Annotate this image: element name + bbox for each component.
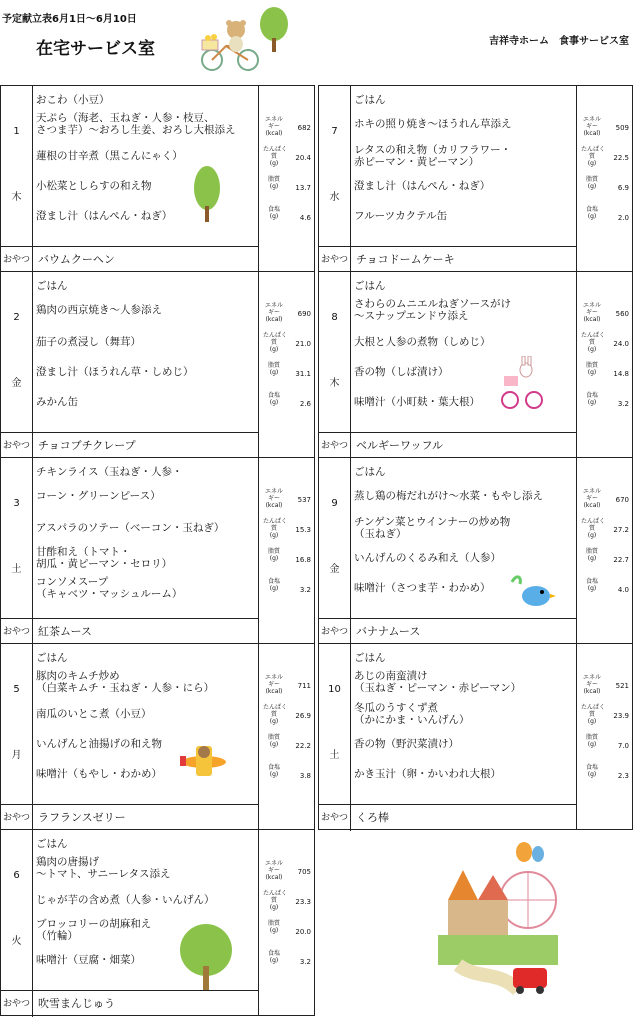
nutrition-column	[258, 830, 315, 1015]
menu-item: コーン・グリーンピース）	[36, 490, 161, 502]
nutrition-value-salt: 2.6	[299, 400, 311, 408]
weekday: 水	[329, 192, 340, 203]
snack-name: チョコブチクレープ	[38, 439, 136, 452]
menu-item: 甘酢和え（トマト・ 胡瓜・黄ピーマン・セロリ）	[36, 546, 173, 570]
tree-icon	[258, 6, 290, 54]
nutrition-value-energy: 521	[615, 682, 629, 690]
menu-item: おこわ（小豆）	[36, 94, 110, 106]
day-block	[318, 85, 633, 272]
menu-item: 味噌汁（さつま芋・わかめ）	[354, 582, 491, 594]
nutrition-value-protein: 15.3	[295, 526, 311, 534]
nutrition-label-energy: エネル ギー (kcal)	[264, 302, 283, 323]
snack-name: くろ棒	[356, 811, 389, 824]
nutrition-column	[258, 458, 315, 643]
day-column	[319, 458, 351, 618]
organization-name: 吉祥寺ホーム 食事サービス室	[489, 36, 629, 47]
menu-item: チキンライス（玉ねぎ・人参・	[36, 466, 183, 478]
menu-item: 味噌汁（小町麸・葉大根）	[354, 396, 480, 408]
nutrition-label-salt: 食塩 (g)	[267, 950, 280, 964]
menu-list	[33, 86, 258, 246]
amusement-park-icon	[418, 840, 578, 1005]
day-column	[1, 458, 33, 618]
menu-item: 大根と人参の煮物（しめじ）	[354, 336, 491, 348]
day-number: 2	[13, 312, 20, 323]
menu-item: 澄まし汁（はんぺん・ねぎ）	[36, 210, 173, 222]
snack-label: おやつ	[319, 433, 351, 459]
menu-item: 味噌汁（もやし・わかめ）	[36, 768, 162, 780]
nutrition-value-protein: 23.3	[295, 898, 311, 906]
nutrition-label-fat: 脂質 (g)	[585, 734, 598, 748]
nutrition-label-fat: 脂質 (g)	[267, 920, 280, 934]
menu-item: ごはん	[354, 652, 386, 664]
airplane-icon	[178, 738, 230, 782]
tree-icon	[176, 922, 236, 996]
nutrition-label-energy: エネル ギー (kcal)	[264, 116, 283, 137]
menu-item: 南瓜のいとこ煮（小豆）	[36, 708, 152, 720]
nutrition-label-salt: 食塩 (g)	[585, 206, 598, 220]
day-column	[319, 644, 351, 804]
snack-label: おやつ	[319, 805, 351, 831]
nutrition-label-protein: たんぱく 質 (g)	[581, 146, 606, 167]
day-block	[0, 829, 315, 1016]
nutrition-label-energy: エネル ギー (kcal)	[582, 116, 601, 137]
bear-bicycle-icon	[196, 16, 266, 72]
day-number: 7	[331, 126, 338, 137]
menu-item: 香の物（しば漬け）	[354, 366, 449, 378]
nutrition-label-salt: 食塩 (g)	[585, 392, 598, 406]
nutrition-value-energy: 560	[615, 310, 629, 318]
menu-item: ごはん	[36, 280, 68, 292]
snack-row	[1, 432, 258, 459]
tree-icon	[192, 166, 222, 226]
menu-item: ごはん	[36, 838, 68, 850]
day-number: 3	[13, 498, 20, 509]
snack-row	[319, 618, 576, 645]
bird-icon	[508, 572, 556, 616]
day-column	[1, 644, 33, 804]
menu-item: いんげんと油揚げの和え物	[36, 738, 162, 750]
menu-item: ごはん	[354, 280, 386, 292]
snack-label: おやつ	[1, 805, 33, 831]
nutrition-label-energy: エネル ギー (kcal)	[264, 488, 283, 509]
nutrition-value-fat: 20.0	[295, 928, 311, 936]
header-subtitle: 予定献立表6月1日～6月10日	[2, 14, 137, 25]
snack-label: おやつ	[319, 619, 351, 645]
weekday: 金	[329, 564, 340, 575]
day-number: 1	[13, 126, 20, 137]
menu-list	[33, 458, 258, 618]
snack-label: おやつ	[1, 991, 33, 1017]
snack-name: バウムクーヘン	[38, 253, 115, 266]
weekday: 土	[11, 564, 22, 575]
nutrition-label-protein: たんぱく 質 (g)	[263, 890, 288, 911]
menu-item: じゃが芋の含め煮（人参・いんげん）	[36, 894, 215, 906]
day-column	[319, 86, 351, 246]
nutrition-label-fat: 脂質 (g)	[585, 548, 598, 562]
day-block	[0, 457, 315, 644]
menu-item: あじの南蛮漬け （玉ねぎ・ピーマン・赤ピーマン）	[354, 670, 522, 694]
nutrition-value-protein: 22.5	[613, 154, 629, 162]
snack-row	[319, 804, 576, 831]
day-number: 6	[13, 870, 20, 881]
day-block	[0, 85, 315, 272]
nutrition-value-energy: 537	[297, 496, 311, 504]
snack-row	[319, 432, 576, 459]
page-title: 在宅サービス室	[36, 39, 155, 59]
snack-name: 紅茶ムース	[38, 625, 92, 638]
nutrition-label-fat: 脂質 (g)	[267, 176, 280, 190]
menu-item: 澄まし汁（ほうれん草・しめじ）	[36, 366, 194, 378]
nutrition-label-energy: エネル ギー (kcal)	[582, 488, 601, 509]
menu-item: コンソメスープ （キャベツ・マッシュルーム）	[36, 576, 183, 600]
menu-item: 澄まし汁（はんぺん・ねぎ）	[354, 180, 491, 192]
nutrition-label-protein: たんぱく 質 (g)	[263, 518, 288, 539]
nutrition-label-protein: たんぱく 質 (g)	[263, 146, 288, 167]
menu-item: レタスの和え物（カリフラワー・ 赤ピーマン・黄ピーマン）	[354, 144, 512, 168]
day-column	[319, 272, 351, 432]
nutrition-value-energy: 711	[297, 682, 311, 690]
menu-item: 茄子の煮浸し（舞茸）	[36, 336, 141, 348]
nutrition-value-salt: 2.0	[617, 214, 629, 222]
snack-name: 吹雪まんじゅう	[38, 997, 115, 1010]
snack-label: おやつ	[1, 619, 33, 645]
menu-list	[351, 86, 576, 246]
menu-list	[33, 272, 258, 432]
nutrition-label-salt: 食塩 (g)	[267, 578, 280, 592]
nutrition-label-energy: エネル ギー (kcal)	[264, 860, 283, 881]
nutrition-value-fat: 6.9	[617, 184, 629, 192]
nutrition-label-salt: 食塩 (g)	[267, 206, 280, 220]
nutrition-value-energy: 690	[297, 310, 311, 318]
menu-item: ごはん	[354, 94, 386, 106]
nutrition-label-protein: たんぱく 質 (g)	[263, 704, 288, 725]
nutrition-value-fat: 13.7	[295, 184, 311, 192]
menu-item: アスパラのソテー（ベーコン・玉ねぎ）	[36, 522, 225, 534]
nutrition-value-salt: 3.8	[299, 772, 311, 780]
menu-item: 蒸し鶏の梅だれがけ～水菜・もやし添え	[354, 490, 543, 502]
nutrition-label-salt: 食塩 (g)	[585, 578, 598, 592]
nutrition-value-protein: 27.2	[613, 526, 629, 534]
nutrition-value-protein: 20.4	[295, 154, 311, 162]
nutrition-value-fat: 31.1	[295, 370, 311, 378]
weekday: 月	[11, 750, 22, 761]
nutrition-value-fat: 22.2	[295, 742, 311, 750]
nutrition-value-salt: 3.2	[299, 586, 311, 594]
nutrition-label-protein: たんぱく 質 (g)	[581, 518, 606, 539]
day-column	[1, 272, 33, 432]
nutrition-column	[576, 644, 633, 829]
menu-item: 香の物（野沢菜漬け）	[354, 738, 459, 750]
nutrition-value-fat: 16.8	[295, 556, 311, 564]
menu-item: 冬瓜のうすくず煮 （かにかま・いんげん）	[354, 702, 470, 726]
nutrition-label-salt: 食塩 (g)	[267, 764, 280, 778]
menu-item: ブロッコリーの胡麻和え （竹輪）	[36, 918, 152, 942]
day-number: 9	[331, 498, 338, 509]
snack-row	[1, 246, 258, 273]
menu-item: チンゲン菜とウインナーの炒め物 （玉ねぎ）	[354, 516, 511, 540]
nutrition-label-protein: たんぱく 質 (g)	[581, 332, 606, 353]
weekday: 金	[11, 378, 22, 389]
snack-label: おやつ	[1, 433, 33, 459]
nutrition-value-salt: 4.0	[617, 586, 629, 594]
nutrition-label-energy: エネル ギー (kcal)	[582, 674, 601, 695]
nutrition-value-salt: 4.6	[299, 214, 311, 222]
nutrition-value-protein: 23.9	[613, 712, 629, 720]
nutrition-value-energy: 509	[615, 124, 629, 132]
nutrition-value-salt: 3.2	[299, 958, 311, 966]
menu-item: 鶏肉の唐揚げ ～トマト、サニーレタス添え	[36, 856, 171, 880]
day-number: 8	[331, 312, 338, 323]
nutrition-value-fat: 22.7	[613, 556, 629, 564]
menu-item: さわらのムニエルねぎソースがけ ～スナップエンドウ添え	[354, 298, 511, 322]
nutrition-label-fat: 脂質 (g)	[267, 362, 280, 376]
nutrition-column	[258, 644, 315, 829]
weekday: 土	[329, 750, 340, 761]
snack-name: チョコドームケーキ	[356, 253, 455, 266]
weekday: 木	[11, 192, 22, 203]
day-block	[318, 457, 633, 644]
snack-row	[1, 804, 258, 831]
day-block	[318, 643, 633, 830]
weekday: 木	[329, 378, 340, 389]
nutrition-label-energy: エネル ギー (kcal)	[264, 674, 283, 695]
day-block	[318, 271, 633, 458]
menu-item: みかん缶	[36, 396, 78, 408]
menu-item: かき玉汁（卵・かいわれ大根）	[354, 768, 501, 780]
menu-list	[351, 644, 576, 804]
menu-item: 味噌汁（豆腐・畑菜）	[36, 954, 141, 966]
day-column	[1, 86, 33, 246]
nutrition-value-fat: 7.0	[617, 742, 629, 750]
menu-item: ごはん	[36, 652, 68, 664]
nutrition-value-protein: 26.9	[295, 712, 311, 720]
nutrition-value-protein: 24.0	[613, 340, 629, 348]
menu-item: 小松菜としらすの和え物	[36, 180, 152, 192]
menu-item: 天ぷら（海老、玉ねぎ・人参・枝豆、 さつま芋）～おろし生姜、おろし大根添え	[36, 112, 236, 136]
nutrition-value-salt: 2.3	[617, 772, 629, 780]
nutrition-label-protein: たんぱく 質 (g)	[263, 332, 288, 353]
snack-name: ベルギーワッフル	[356, 439, 444, 452]
snack-row	[319, 246, 576, 273]
nutrition-label-fat: 脂質 (g)	[267, 548, 280, 562]
weekday: 火	[11, 936, 22, 947]
snack-name: バナナムース	[356, 625, 421, 638]
nutrition-value-energy: 670	[615, 496, 629, 504]
nutrition-value-energy: 682	[297, 124, 311, 132]
rabbit-bicycle-icon	[500, 356, 544, 414]
menu-item: ごはん	[354, 466, 386, 478]
snack-label: おやつ	[319, 247, 351, 273]
nutrition-value-salt: 3.2	[617, 400, 629, 408]
nutrition-label-protein: たんぱく 質 (g)	[581, 704, 606, 725]
day-column	[1, 830, 33, 990]
menu-item: フルーツカクテル缶	[354, 210, 448, 222]
menu-item: 蓮根の甘辛煮（黒こんにゃく）	[36, 150, 183, 162]
nutrition-label-energy: エネル ギー (kcal)	[582, 302, 601, 323]
nutrition-label-fat: 脂質 (g)	[585, 176, 598, 190]
menu-item: いんげんのくるみ和え（人参）	[354, 552, 501, 564]
nutrition-column	[576, 86, 633, 271]
snack-name: ラフランスゼリー	[38, 811, 126, 824]
day-number: 5	[13, 684, 20, 695]
day-block	[0, 271, 315, 458]
menu-item: 豚肉のキムチ炒め （白菜キムチ・玉ねぎ・人参・にら）	[36, 670, 215, 694]
nutrition-label-salt: 食塩 (g)	[267, 392, 280, 406]
snack-label: おやつ	[1, 247, 33, 273]
nutrition-label-salt: 食塩 (g)	[585, 764, 598, 778]
nutrition-column	[258, 272, 315, 457]
nutrition-column	[576, 272, 633, 457]
menu-item: 鶏肉の西京焼き～人参添え	[36, 304, 162, 316]
snack-row	[1, 618, 258, 645]
nutrition-label-fat: 脂質 (g)	[585, 362, 598, 376]
menu-item: ホキの照り焼き～ほうれん草添え	[354, 118, 512, 130]
day-number: 10	[328, 684, 341, 695]
nutrition-value-protein: 21.0	[295, 340, 311, 348]
nutrition-column	[576, 458, 633, 643]
nutrition-value-fat: 14.8	[613, 370, 629, 378]
nutrition-column	[258, 86, 315, 271]
day-block	[0, 643, 315, 830]
nutrition-value-energy: 705	[297, 868, 311, 876]
nutrition-label-fat: 脂質 (g)	[267, 734, 280, 748]
